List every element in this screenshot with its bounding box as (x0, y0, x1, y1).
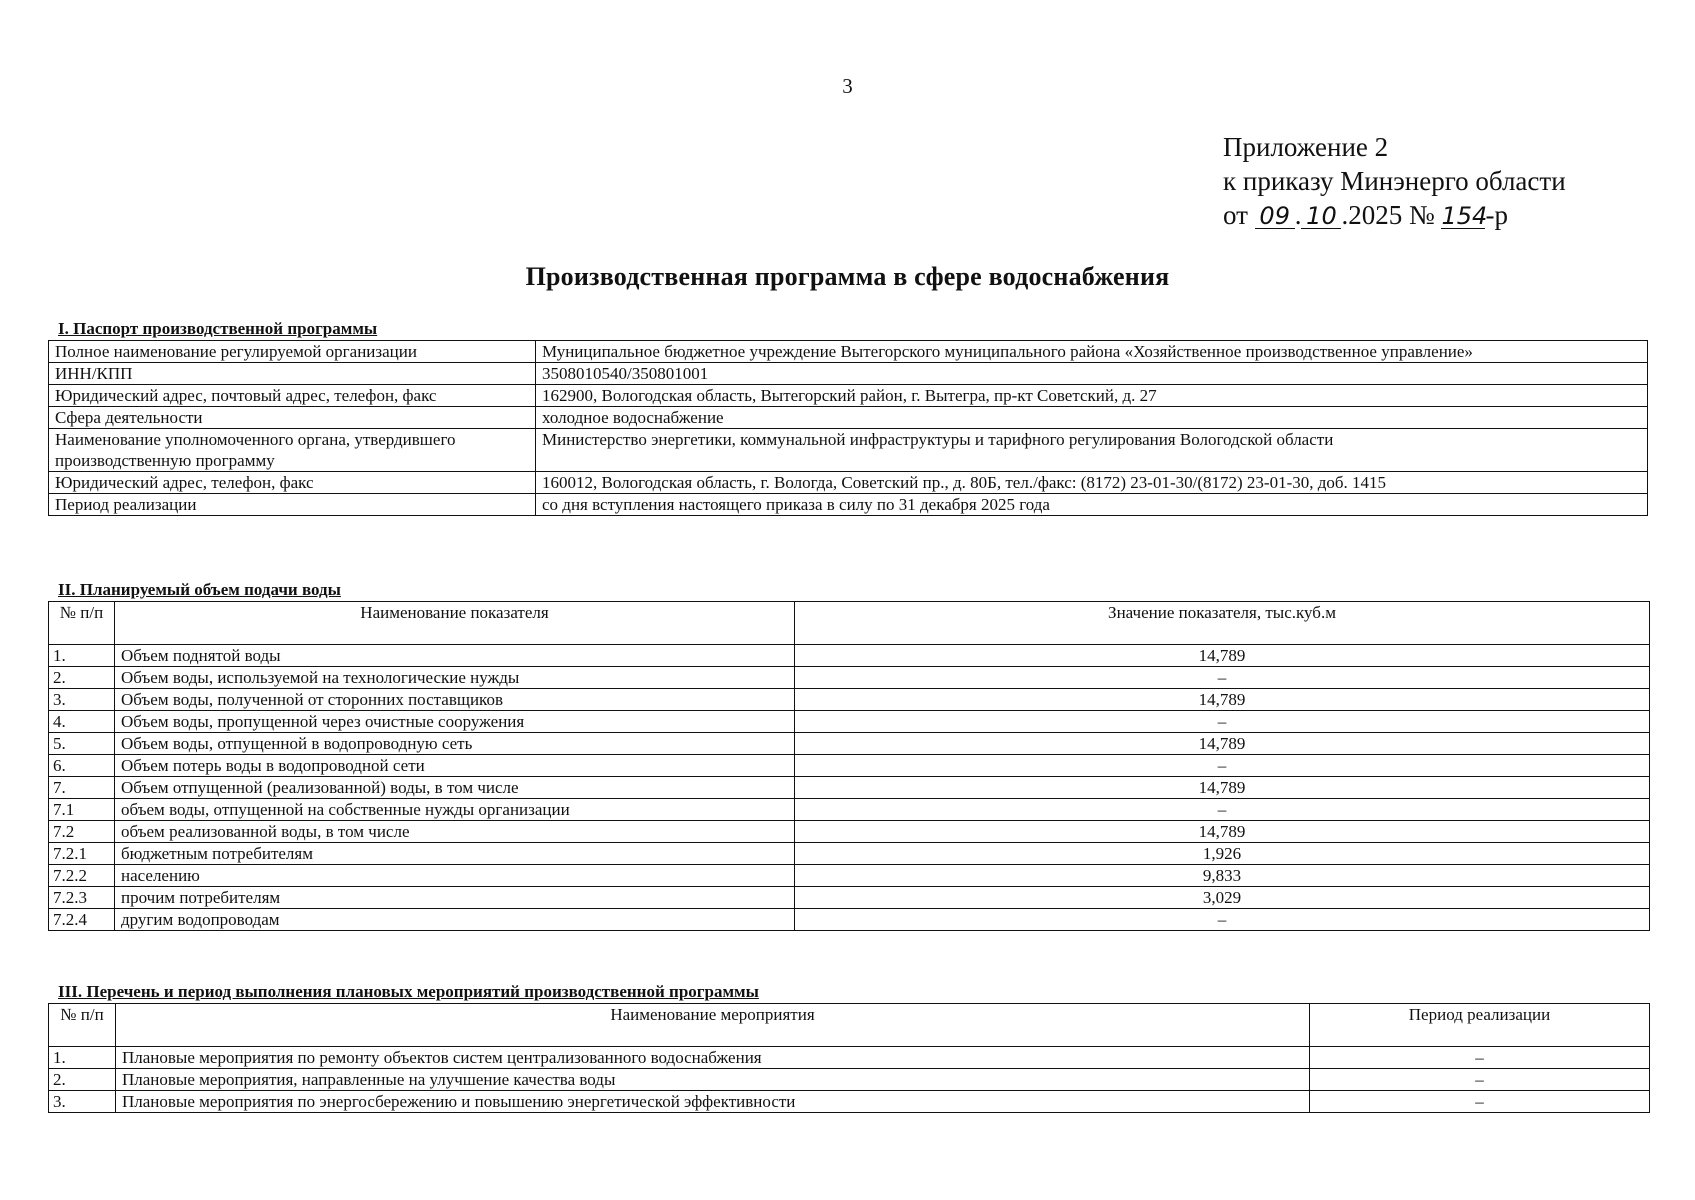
table-row (49, 755, 1650, 777)
row-name: населению (115, 865, 795, 887)
row-value: 3,029 (795, 887, 1650, 909)
table-row (49, 407, 1648, 429)
row-number: 7.2 (49, 821, 115, 843)
table-row (49, 689, 1650, 711)
row-number: 4. (49, 711, 115, 733)
handwritten-order-number: 154 (1441, 202, 1488, 230)
appendix-date-line: от 09 . 10 .2025 № 154-р (1223, 200, 1508, 230)
header-activity-name: Наименование мероприятия (116, 1004, 1310, 1047)
appendix-line2: к приказу Минэнерго области (1223, 166, 1566, 196)
row-value: – (1310, 1091, 1650, 1113)
table-row (49, 799, 1650, 821)
row-value: – (1310, 1047, 1650, 1069)
document-title: Производственная программа в сфере водоснабжения (525, 262, 1170, 291)
row-value: 14,789 (795, 733, 1650, 755)
table-row (49, 472, 1648, 494)
water-volume-table (48, 601, 1650, 931)
row-number: 7.2.1 (49, 843, 115, 865)
row-value: – (795, 799, 1650, 821)
row-label: Сфера деятельности (49, 407, 536, 429)
appendix-line1: Приложение 2 (1223, 132, 1389, 162)
row-label: Юридический адрес, телефон, факс (49, 472, 536, 494)
table-row (49, 429, 1648, 472)
row-label: Период реализации (49, 494, 536, 516)
row-value: 14,789 (795, 645, 1650, 667)
row-number: 7.1 (49, 799, 115, 821)
table-row (49, 341, 1648, 363)
row-number: 2. (49, 1069, 116, 1091)
row-value: 14,789 (795, 689, 1650, 711)
table-row (49, 363, 1648, 385)
row-value: 14,789 (795, 777, 1650, 799)
row-value: – (795, 909, 1650, 931)
section2-heading: II. Планируемый объем подачи воды (58, 580, 341, 599)
table-header-row (49, 1004, 1650, 1047)
row-value: 3508010540/350801001 (536, 363, 1648, 385)
year-and-number-sign: .2025 № (1341, 200, 1435, 230)
row-number: 1. (49, 645, 115, 667)
appendix-block (1223, 130, 1566, 232)
row-value: Министерство энергетики, коммунальной инфраструктуры и тарифного регулирования Вологодской области (536, 429, 1648, 472)
row-value: 162900, Вологодская область, Вытегорский район, г. Вытегра, пр-кт Советский, д. 27 (536, 385, 1648, 407)
handwritten-month: 10 (1301, 204, 1341, 229)
row-value: 9,833 (795, 865, 1650, 887)
row-name: прочим потребителям (115, 887, 795, 909)
row-number: 7.2.3 (49, 887, 115, 909)
row-name: объем воды, отпущенной на собственные нужды организации (115, 799, 795, 821)
row-number: 5. (49, 733, 115, 755)
row-name: Плановые мероприятия по энергосбережению и повышению энергетической эффективности (116, 1091, 1310, 1113)
row-name: бюджетным потребителям (115, 843, 795, 865)
row-label: Наименование уполномоченного органа, утвердившего производственную программу (49, 429, 536, 472)
row-name: Объем отпущенной (реализованной) воды, в том числе (115, 777, 795, 799)
row-label: Юридический адрес, почтовый адрес, телефон, факс (49, 385, 536, 407)
table-row (49, 711, 1650, 733)
passport-table (48, 340, 1648, 516)
row-name: Объем воды, используемой на технологические нужды (115, 667, 795, 689)
row-number: 7. (49, 777, 115, 799)
row-value: 160012, Вологодская область, г. Вологда, Советский пр., д. 80Б, тел./факс: (8172) 23-01-30/(8172) 23-01-30, доб. 1415 (536, 472, 1648, 494)
table-row (49, 1047, 1650, 1069)
row-value: холодное водоснабжение (536, 407, 1648, 429)
page-number: 3 (842, 74, 853, 98)
row-number: 1. (49, 1047, 116, 1069)
header-number: № п/п (49, 1004, 116, 1047)
section1-heading: I. Паспорт производственной программы (58, 319, 378, 338)
header-period: Период реализации (1310, 1004, 1650, 1047)
row-value: – (1310, 1069, 1650, 1091)
row-label: ИНН/КПП (49, 363, 536, 385)
row-name: Объем воды, полученной от сторонних поставщиков (115, 689, 795, 711)
header-indicator-name: Наименование показателя (115, 602, 795, 645)
row-name: Плановые мероприятия, направленные на улучшение качества воды (116, 1069, 1310, 1091)
table-row (49, 1091, 1650, 1113)
table-row (49, 733, 1650, 755)
table-row (49, 385, 1648, 407)
row-number: 3. (49, 1091, 116, 1113)
table-row (49, 821, 1650, 843)
row-value: – (795, 667, 1650, 689)
table-row (49, 494, 1648, 516)
table-row (49, 667, 1650, 689)
row-value: – (795, 711, 1650, 733)
row-name: Объем потерь воды в водопроводной сети (115, 755, 795, 777)
row-number: 6. (49, 755, 115, 777)
row-number: 7.2.4 (49, 909, 115, 931)
table-row (49, 843, 1650, 865)
table-header-row (49, 602, 1650, 645)
handwritten-day: 09 (1255, 204, 1295, 229)
table-row (49, 909, 1650, 931)
row-value: 1,926 (795, 843, 1650, 865)
row-value: – (795, 755, 1650, 777)
activities-table (48, 1003, 1650, 1113)
order-suffix: -р (1485, 200, 1508, 230)
table-row (49, 865, 1650, 887)
row-number: 3. (49, 689, 115, 711)
section3-heading: III. Перечень и период выполнения плановых мероприятий производственной программы (58, 982, 759, 1001)
row-name: другим водопроводам (115, 909, 795, 931)
row-name: Объем поднятой воды (115, 645, 795, 667)
table-row (49, 1069, 1650, 1091)
row-name: объем реализованной воды, в том числе (115, 821, 795, 843)
row-number: 2. (49, 667, 115, 689)
table-row (49, 645, 1650, 667)
row-value: Муниципальное бюджетное учреждение Вытегорского муниципального района «Хозяйственное производственное управление» (536, 341, 1648, 363)
row-name: Объем воды, отпущенной в водопроводную сеть (115, 733, 795, 755)
row-name: Объем воды, пропущенной через очистные сооружения (115, 711, 795, 733)
date-prefix: от (1223, 200, 1248, 230)
row-name: Плановые мероприятия по ремонту объектов систем централизованного водоснабжения (116, 1047, 1310, 1069)
table-row (49, 887, 1650, 909)
table-row (49, 777, 1650, 799)
row-number: 7.2.2 (49, 865, 115, 887)
header-number: № п/п (49, 602, 115, 645)
row-value: со дня вступления настоящего приказа в силу по 31 декабря 2025 года (536, 494, 1648, 516)
row-label: Полное наименование регулируемой организации (49, 341, 536, 363)
header-indicator-value: Значение показателя, тыс.куб.м (795, 602, 1650, 645)
row-value: 14,789 (795, 821, 1650, 843)
